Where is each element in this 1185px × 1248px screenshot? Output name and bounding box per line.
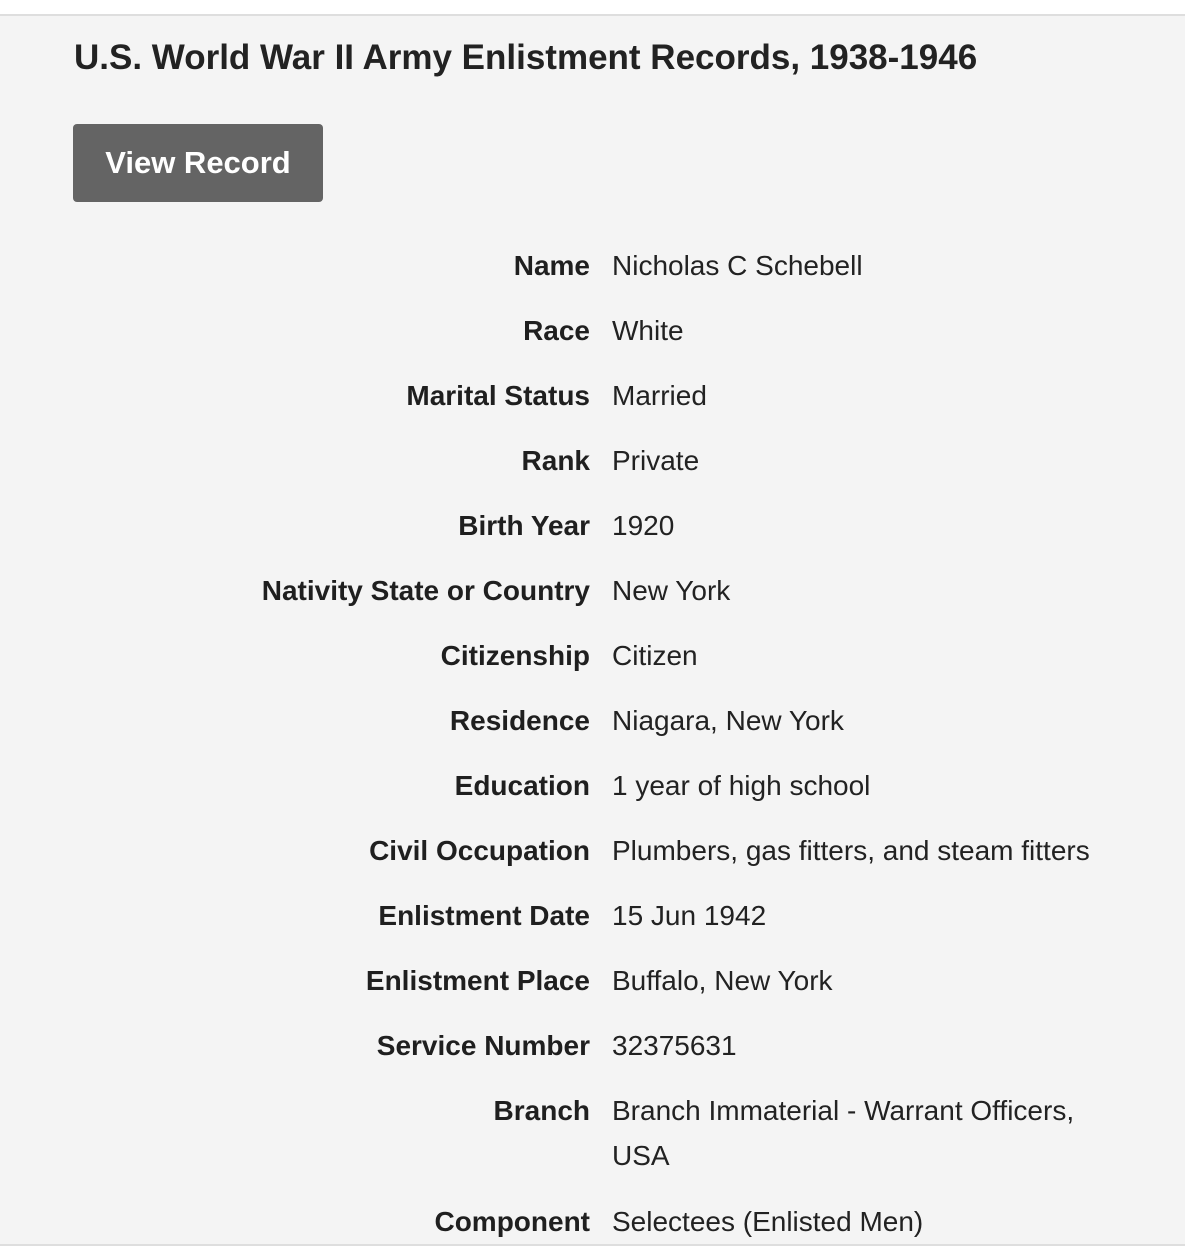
field-value: Plumbers, gas fitters, and steam fitters	[612, 835, 1090, 866]
field-value: Branch Immaterial - Warrant Officers, USA	[612, 1095, 1075, 1171]
field-label: Marital Status	[406, 380, 590, 411]
field-label: Civil Occupation	[369, 835, 590, 866]
field-value: Buffalo, New York	[612, 965, 833, 996]
field-label: Enlistment Date	[378, 900, 590, 931]
record-title: U.S. World War II Army Enlistment Records, 1938-1946	[74, 38, 978, 77]
field-label: Service Number	[376, 1030, 590, 1061]
view-record-button[interactable]: View Record	[73, 124, 323, 202]
field-label: Race	[523, 315, 590, 346]
field-label: Name	[513, 250, 590, 281]
field-label: Rank	[521, 445, 590, 476]
field-label: Branch	[493, 1095, 590, 1126]
field-value: New York	[612, 575, 731, 606]
record-panel	[0, 14, 1185, 1246]
field-value: Citizen	[612, 640, 698, 671]
field-value: Selectees (Enlisted Men)	[612, 1206, 924, 1237]
field-value: Nicholas C Schebell	[612, 250, 863, 281]
field-label: Component	[434, 1206, 590, 1237]
field-value: White	[612, 315, 684, 346]
field-value: 15 Jun 1942	[612, 900, 767, 931]
field-label: Citizenship	[440, 640, 590, 671]
field-value: Married	[612, 380, 707, 411]
field-value: Niagara, New York	[612, 705, 844, 736]
field-value: 32375631	[612, 1030, 737, 1061]
field-value: 1 year of high school	[612, 770, 871, 801]
field-value: 1920	[612, 510, 675, 541]
field-label: Residence	[449, 705, 590, 736]
field-label: Birth Year	[458, 510, 590, 541]
field-label: Education	[454, 770, 590, 801]
field-value: Private	[612, 445, 700, 476]
field-label: Enlistment Place	[365, 965, 590, 996]
field-label: Nativity State or Country	[261, 575, 590, 606]
